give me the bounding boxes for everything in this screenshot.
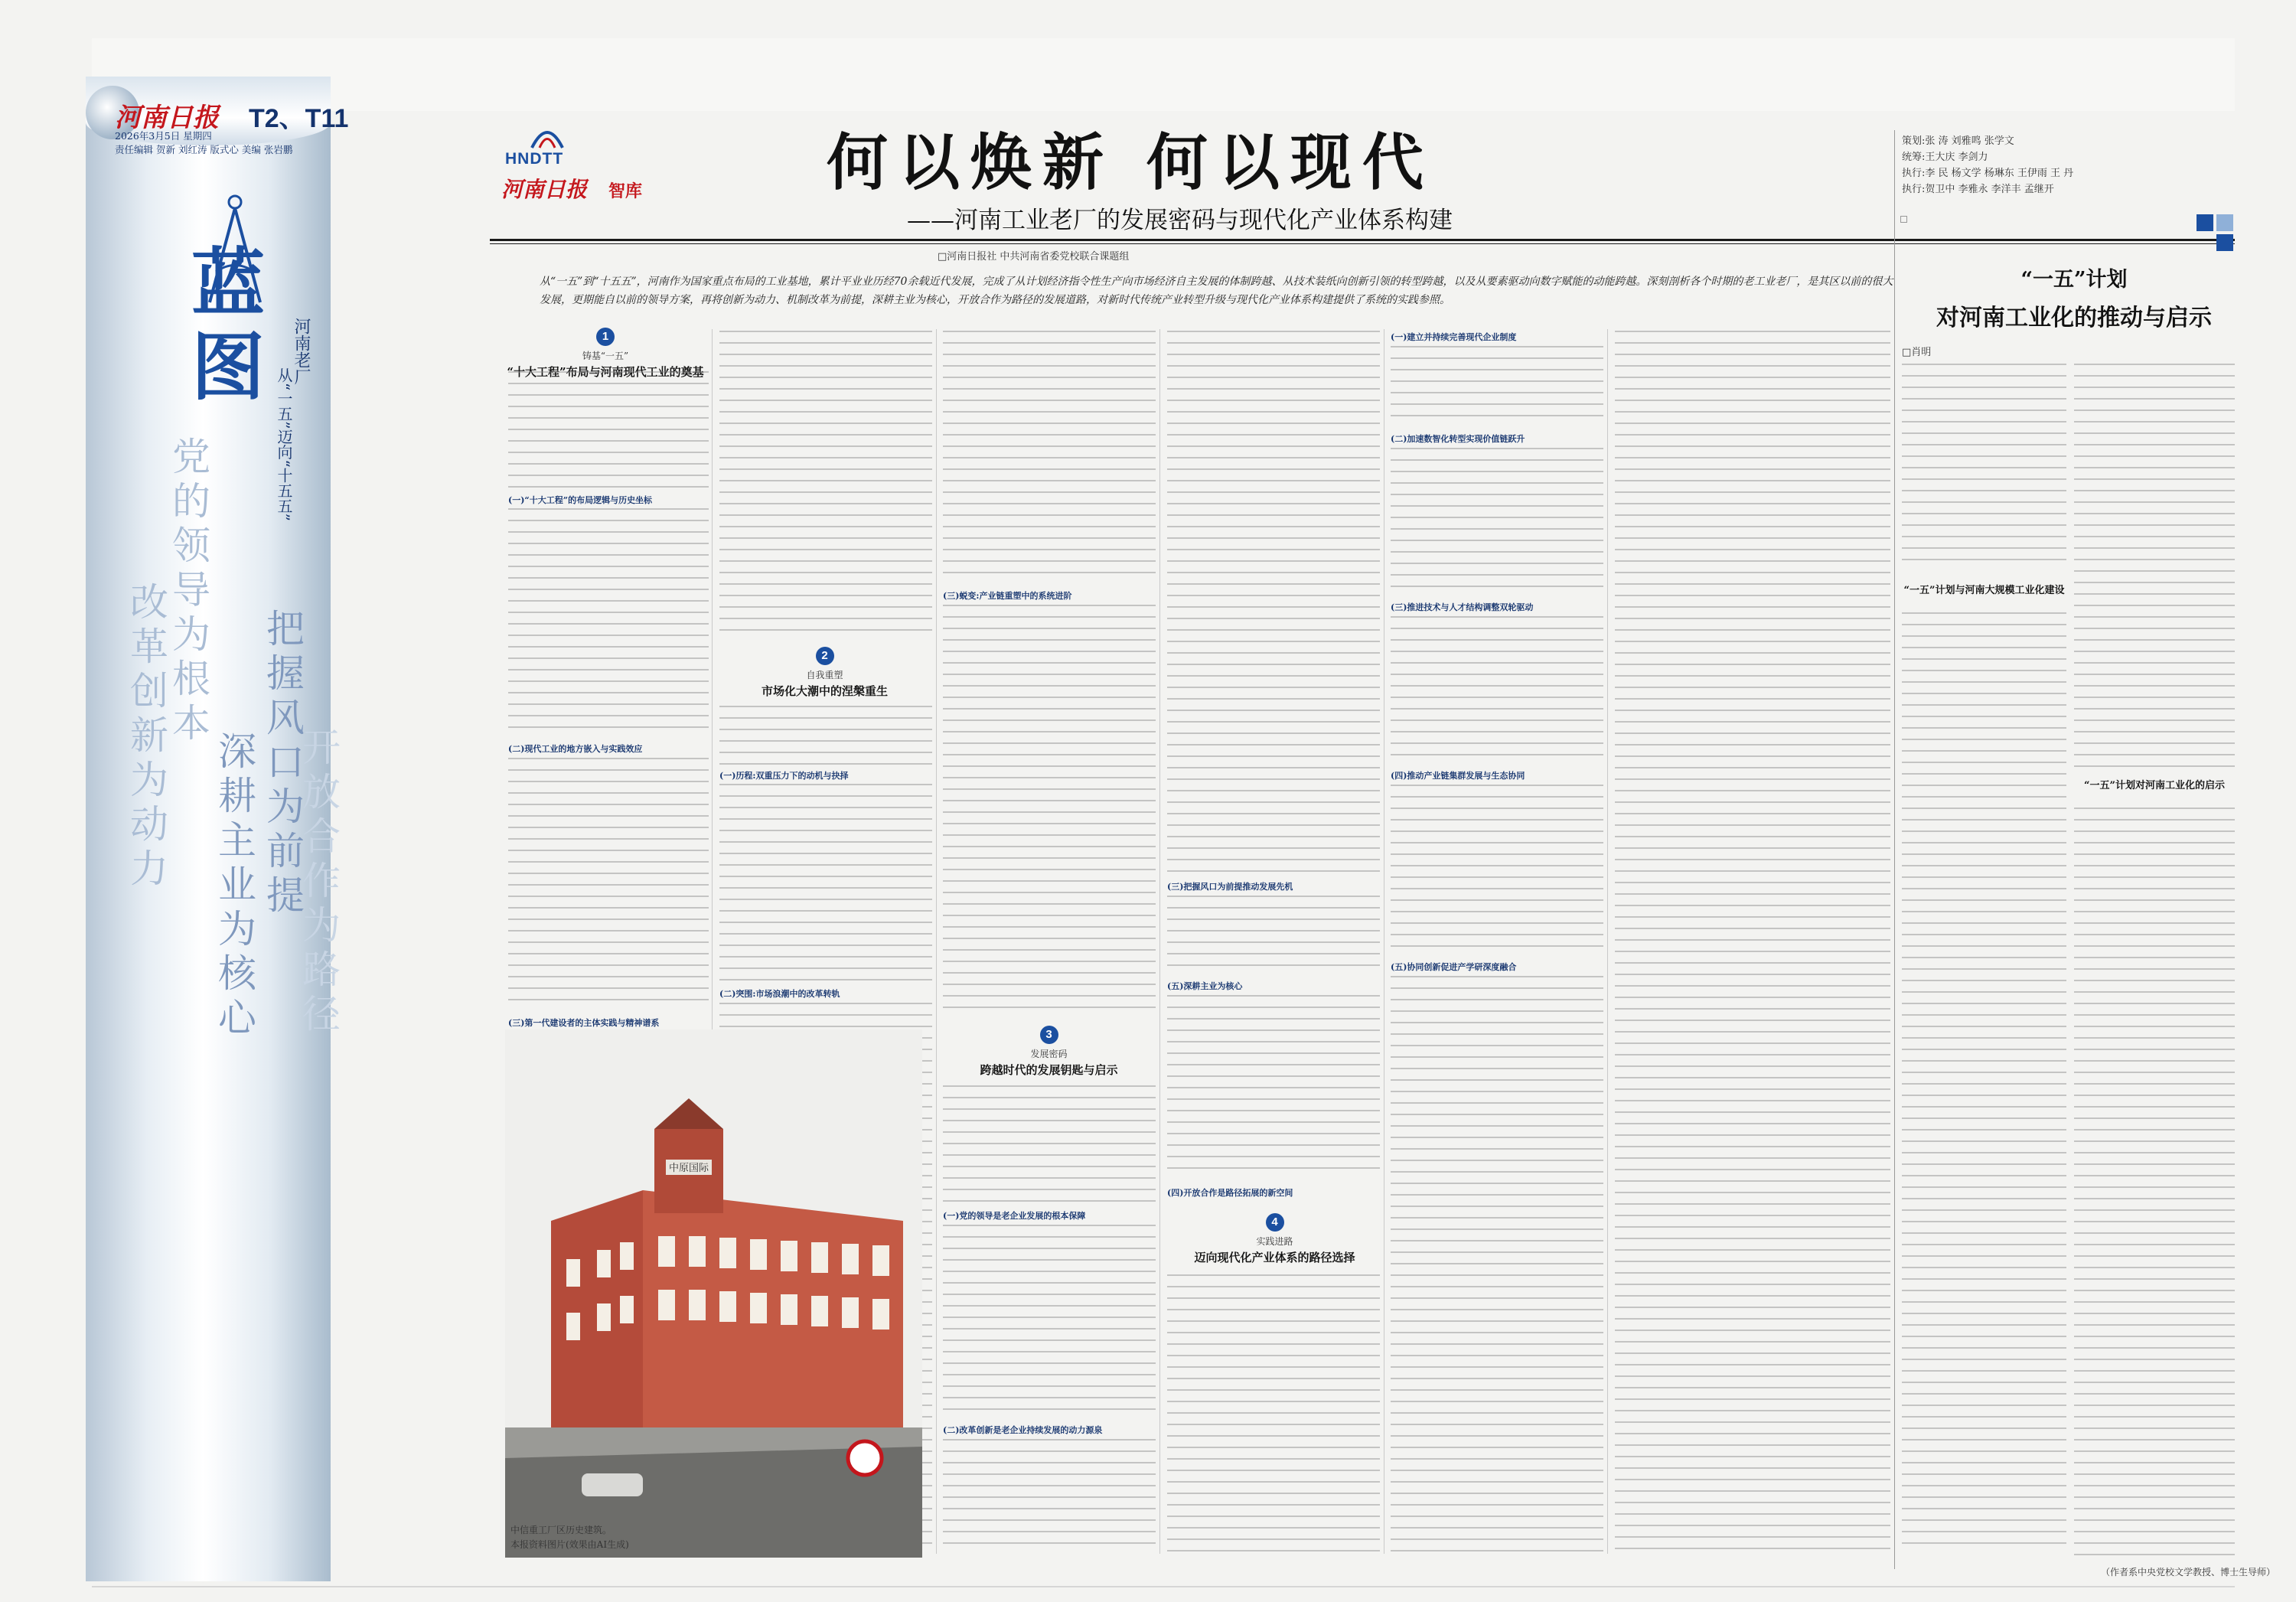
logo-brand: 河南日报 — [501, 177, 588, 202]
subhead: (三)蜕变:产业链重塑中的系统进阶 — [943, 591, 1072, 601]
slogan-2: 深耕主业为核心 — [212, 731, 256, 1042]
credit-line: 统筹:王大庆 李剑力 — [1902, 152, 1988, 163]
header-rule-thin — [490, 243, 2235, 244]
body-text — [2074, 808, 2235, 1558]
square-icon — [2197, 214, 2213, 231]
right-article-byline: □肖明 — [1902, 347, 1932, 358]
factory-photo — [505, 1029, 922, 1558]
right-section-heading: “一五”计划与河南大规模工业化建设 — [1903, 585, 2065, 596]
body-text — [719, 331, 932, 641]
slogan-1: 把握风口为前提 — [260, 608, 305, 919]
slogan-4: 党的领导为根本 — [166, 436, 210, 747]
section-title-tu: 图 — [191, 324, 265, 410]
square-icon — [2216, 234, 2233, 251]
section-title: 跨越时代的发展钥匙与启示 — [980, 1063, 1118, 1077]
editors-line: 责任编辑 贺新 刘红涛 版式心 美编 张岩鹏 — [115, 144, 293, 155]
right-article-subtitle: 对河南工业化的推动与启示 — [1936, 305, 2212, 331]
body-text — [1902, 612, 2066, 1554]
paper-top-strip — [92, 38, 2235, 111]
section-number: 3 — [1040, 1026, 1058, 1044]
caption-line: 本报资料图片(效果由AI生成) — [510, 1539, 629, 1550]
column-rule — [1607, 329, 1608, 1554]
right-section-heading: “一五”计划对河南工业化的启示 — [2084, 780, 2225, 791]
body-text — [508, 508, 709, 738]
section-kicker: 实践进路 — [1256, 1236, 1293, 1247]
subhead: (一)历程:双重压力下的动机与抉择 — [719, 771, 849, 781]
credit-line: 策划:张 涛 刘雅鸣 张学文 — [1902, 135, 2014, 147]
factory-sign-text: 中原国际 — [668, 1163, 709, 1174]
think-tank-logo-icon — [528, 121, 566, 150]
section-title-lan: 蓝 — [191, 240, 265, 326]
section-3-heading — [940, 1026, 1158, 1078]
subhead: (二)改革创新是老企业持续发展的动力源泉 — [943, 1425, 1103, 1435]
footer-rule — [92, 1586, 2235, 1587]
right-article-title: “一五”计划 — [2020, 268, 2128, 292]
subhead: (四)推动产业链集群发展与生态协同 — [1391, 771, 1525, 781]
body-text — [1167, 331, 1380, 874]
main-subtitle: ——河南工业老厂的发展密码与现代化产业体系构建 — [907, 207, 1453, 234]
byline: □河南日报社 中共河南省委党校联合课题组 — [938, 251, 1130, 263]
series-name: 河南老厂 — [292, 318, 311, 385]
body-text — [1391, 976, 1603, 1554]
subhead: (一)“十大工程”的布局逻辑与历史坐标 — [508, 495, 653, 505]
author-note: （作者系中央党校文学教授、博士生导师） — [2101, 1567, 2276, 1578]
header-rule — [490, 239, 2235, 241]
body-text — [1391, 346, 1603, 426]
subhead: (二)现代工业的地方嵌入与实践效应 — [508, 744, 643, 754]
section-number: 2 — [816, 647, 834, 665]
body-text — [1615, 331, 1890, 1554]
date-line: 2026年3月5日 星期四 — [115, 130, 212, 142]
credit-line: 执行:李 民 杨文学 杨琳东 王伊雨 王 丹 — [1902, 168, 2074, 179]
subhead: (二)加速数智化转型实现价值链跃升 — [1391, 434, 1525, 444]
square-icon — [2216, 214, 2233, 231]
credits — [1902, 133, 2073, 197]
body-text — [1167, 1274, 1380, 1554]
body-text — [508, 758, 709, 1010]
body-text — [1167, 896, 1380, 972]
subhead: (一)建立并持续完善现代企业制度 — [1391, 332, 1517, 342]
subhead: (二)突围:市场浪潮中的改革转轨 — [719, 989, 840, 999]
body-text — [1902, 364, 2066, 570]
section-4-heading — [1166, 1213, 1384, 1265]
body-text — [943, 605, 1156, 1018]
subhead: (五)深耕主业为核心 — [1167, 981, 1243, 991]
section-title: “十大工程”布局与河南现代工业的奠基 — [507, 365, 704, 379]
body-text — [1167, 995, 1380, 1179]
section-number: 1 — [596, 328, 615, 346]
body-text — [719, 784, 932, 983]
body-text — [719, 706, 932, 767]
section-kicker: 铸基“一五” — [582, 351, 629, 361]
corner-box — [1900, 216, 1907, 223]
main-title: 何以焕新 何以现代 — [827, 126, 1434, 198]
body-text — [1391, 448, 1603, 593]
slogan-3: 开放合作为路径 — [296, 727, 341, 1038]
body-text — [2074, 364, 2235, 769]
body-text — [943, 1225, 1156, 1416]
subhead: (一)党的领导是老企业发展的根本保障 — [943, 1211, 1086, 1221]
body-text — [943, 1439, 1156, 1554]
section-2-heading — [716, 647, 934, 699]
newspaper-brand: 河南日报 — [115, 103, 219, 133]
logo-zhiku: 智库 — [608, 181, 643, 201]
column-rule — [1159, 329, 1160, 1554]
section-kicker: 自我重塑 — [806, 670, 843, 680]
section-title: 市场化大潮中的涅槃重生 — [761, 684, 888, 698]
section-number: 4 — [1266, 1213, 1284, 1232]
subhead: (三)推进技术与人才结构调整双轮驱动 — [1391, 602, 1534, 612]
intro-paragraph: 从“一五”到“十五五”，河南作为国家重点布局的工业基地，累计平业业历经70余载近代发展，完成了从计划经济指令性生产向市场经济自主发展的体制跨越、从技术装纸向创新引领的转型跨越，以及从要素驱动向数字赋能的动能跨越。深刻剖析各个时期的老工业老厂，是其区以前的很大发展，更期能自以前的领导方案，再将创新为动力、机制改革为前提，深耕主业为核心，开放合作为路径的发展道路，对新时代传统产业转型升级与现代化产业体系构建提供了系统的实践参照。 — [540, 276, 1893, 306]
logo-hndtt: HNDTT — [505, 150, 564, 168]
factory-building-image — [505, 1029, 922, 1558]
body-text — [508, 371, 709, 490]
page-numbers: T2、T11 — [249, 104, 349, 133]
section-kicker: 发展密码 — [1030, 1049, 1068, 1059]
caption-line: 中信重工厂区历史建筑。 — [510, 1525, 612, 1535]
credit-line: 执行:贺卫中 李雅永 李洋丰 孟继开 — [1902, 184, 2054, 195]
subhead: (五)协同创新促进产学研深度融合 — [1391, 962, 1517, 972]
body-text — [1391, 785, 1603, 953]
photo-caption — [510, 1523, 629, 1552]
body-text — [1391, 616, 1603, 762]
column-rule — [936, 329, 937, 1554]
section-title: 迈向现代化产业体系的路径选择 — [1194, 1251, 1355, 1264]
subhead: (三)第一代建设者的主体实践与精神谱系 — [508, 1018, 660, 1028]
column-rule-right — [1894, 130, 1895, 1569]
slogan-5: 改革创新为动力 — [124, 582, 168, 892]
subhead: (三)把握风口为前提推动发展先机 — [1167, 882, 1293, 892]
subhead: (四)开放合作是路径拓展的新空间 — [1167, 1188, 1293, 1198]
body-text — [943, 1085, 1156, 1204]
series-subtitle: 从“一五”迈向“十五五” — [275, 367, 293, 521]
body-text — [943, 331, 1156, 583]
speed-limit-sign-icon — [848, 1441, 882, 1475]
